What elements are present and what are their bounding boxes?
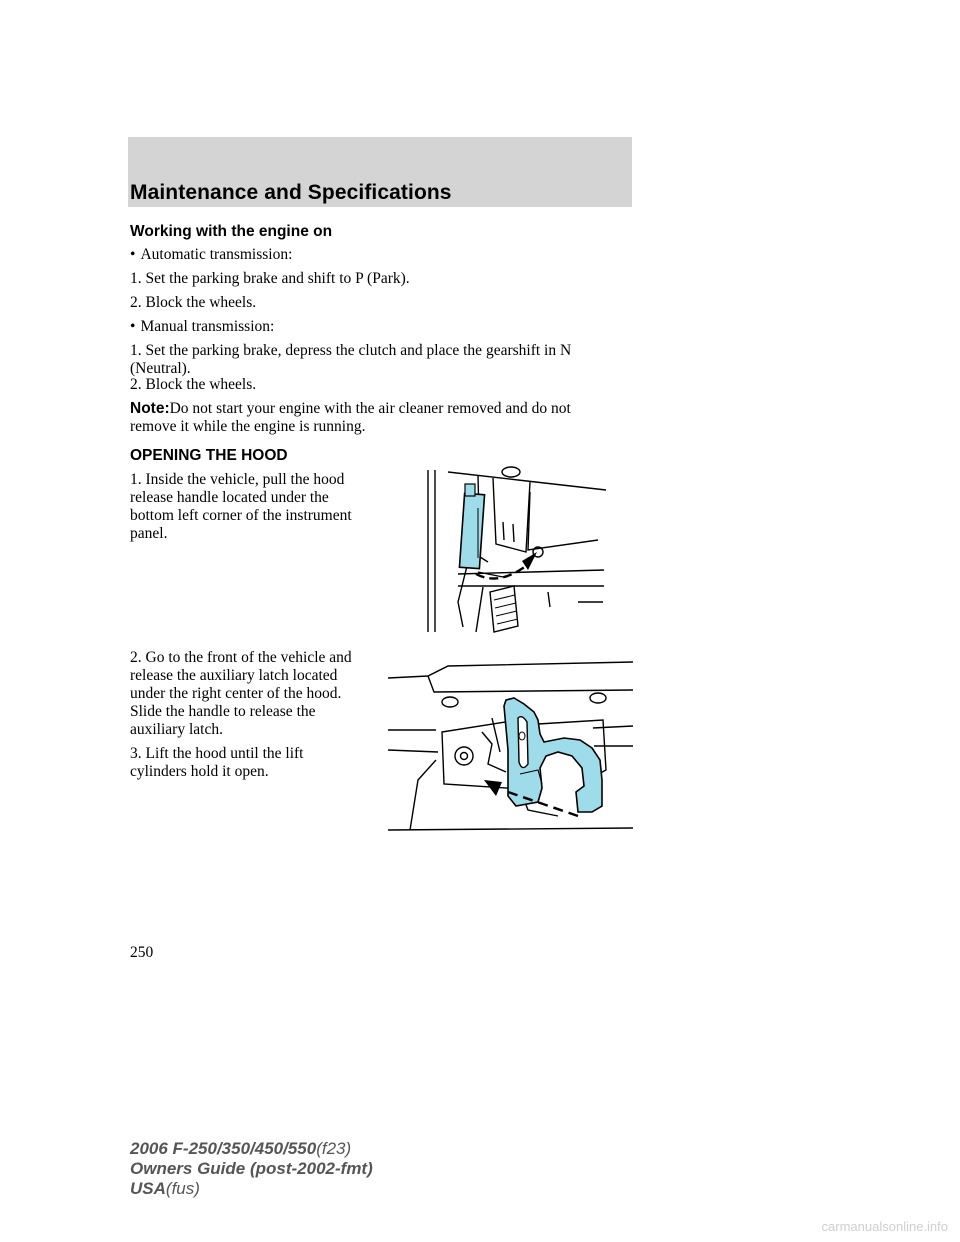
auxiliary-latch-icon [388,660,634,832]
footer-guide: Owners Guide (post-2002-fmt) [130,1159,373,1178]
hood-step-1-line-4: panel. [130,525,168,542]
hood-step-2-line-1: 2. Go to the front of the vehicle and [130,649,352,666]
hood-step-1-line-3: bottom left corner of the instrument [130,507,352,524]
hood-step-3-line-2: cylinders hold it open. [130,763,269,780]
manual-transmission-bullet: • Manual transmission: [130,317,274,337]
manual-step-1-line-1: 1. Set the parking brake, depress the clutch and place the gearshift in N [130,342,572,359]
hood-step-2-line-5: auxiliary latch. [130,721,223,738]
hood-step-1-line-2: release handle located under the [130,489,329,506]
note-text-1: Do not start your engine with the air cleaner removed and do not [169,400,571,417]
note-text-2: remove it while the engine is running. [130,418,366,435]
note [130,399,571,419]
footer-line-1 [130,1139,373,1159]
manual-step-2: 2. Block the wheels. [130,376,257,393]
footer-line-2 [130,1159,373,1179]
automatic-step-1: 1. Set the parking brake and shift to P (Park). [130,270,410,287]
note-label: Note: [130,400,170,417]
engine-on-heading: Working with the engine on [130,223,333,240]
automatic-step-2: 2. Block the wheels. [130,294,257,311]
manual-step-1-line-2: (Neutral). [130,360,191,377]
hood-step-2-line-3: under the right center of the hood. [130,685,342,702]
automatic-transmission-bullet: • Automatic transmission: [130,245,292,265]
hood-step-2-line-2: release the auxiliary latch located [130,667,338,684]
page-number: 250 [130,944,154,961]
hood-step-3-line-1: 3. Lift the hood until the lift [130,745,304,762]
document-footer [130,1139,373,1199]
footer-market-code: (fus) [165,1179,200,1198]
watermark: carmanualsonline.info [821,1219,948,1234]
footer-line-3 [130,1179,373,1199]
hood-step-1-line-1: 1. Inside the vehicle, pull the hood [130,471,345,488]
footer-model-code: (f23) [316,1139,352,1158]
footer-market: USA [130,1179,166,1198]
footer-model: 2006 F-250/350/450/550 [130,1139,317,1158]
page-title: Maintenance and Specifications [130,181,452,204]
opening-hood-heading: OPENING THE HOOD [130,447,288,464]
hood-release-handle-icon [418,462,610,634]
hood-step-2-line-4: Slide the handle to release the [130,703,316,720]
